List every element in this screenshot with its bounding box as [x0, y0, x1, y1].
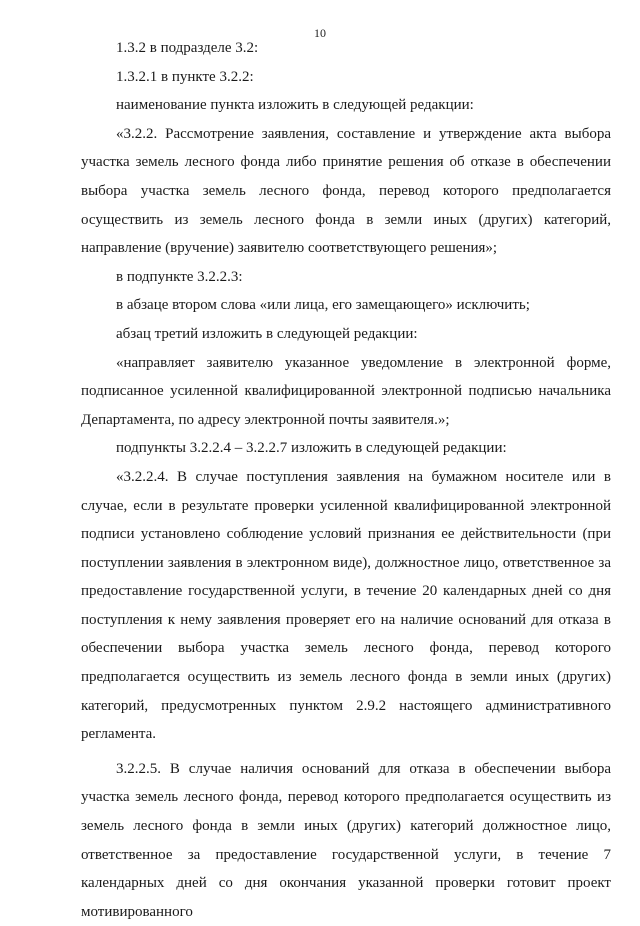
- paragraph-3-2-2-quote: «3.2.2. Рассмотрение заявления, составление и утверждение акта выбора участка земель лесного фонда либо принятие решения об отказе в обеспечении выбора участка земель лесного фонда, перевод которого предполагается осуществить из земель лесного фонда в земли иных (других) категорий, направление (вручение) заявителю соответствующего решения»;: [81, 125, 611, 257]
- paragraph-subpoint-3-2-2-3: в подпункте 3.2.2.3:: [116, 268, 243, 285]
- paragraph-1-3-2-1: 1.3.2.1 в пункте 3.2.2:: [116, 68, 254, 85]
- paragraph-naming-instruction: наименование пункта изложить в следующей редакции:: [116, 97, 474, 114]
- paragraph-second-abzats: в абзаце втором слова «или лица, его замещающего» исключить;: [116, 297, 530, 314]
- paragraph-3-2-2-4: «3.2.2.4. В случае поступления заявления на бумажном носителе или в случае, если в результате проверки усиленной квалифицированной электронной подписи установлено соблюдение условий признания ее действительности (при поступлении заявления в электронном виде), должностное лицо, ответственное за предоставление государственной услуги, в течение 20 календарных дней со дня поступления к нему заявления проверяет его на наличие оснований для отказа в обеспечении выбора участка земель лесного фонда, перевод которого предполагается осуществить из земель лесного фонда в земли иных (других) категорий, предусмотренных пунктом 2.9.2 настоящего административного регламента.: [81, 468, 611, 743]
- page-number: 10: [314, 26, 326, 40]
- paragraph-1-3-2: 1.3.2 в подразделе 3.2:: [116, 40, 259, 56]
- paragraph-third-abzats: абзац третий изложить в следующей редакции:: [116, 325, 418, 342]
- document-body: [81, 34, 611, 926]
- paragraph-notice-quote: «направляет заявителю указанное уведомление в электронной форме, подписанное усиленной квалифицированной электронной подписью начальника Департамента, по адресу электронной почты заявителя.»;: [81, 354, 611, 428]
- paragraph-3-2-2-5: 3.2.2.5. В случае наличия оснований для отказа в обеспечении выбора участка земель лесного фонда, перевод которого предполагается осуществить из земель лесного фонда в земли иных (других) категорий должностное лицо, ответственное за предоставление государственной услуги, в течение 7 календарных дней со дня окончания указанной проверки готовит проект мотивированного: [81, 760, 611, 920]
- paragraph-subpoints-range: подпункты 3.2.2.4 – 3.2.2.7 изложить в следующей редакции:: [116, 440, 507, 457]
